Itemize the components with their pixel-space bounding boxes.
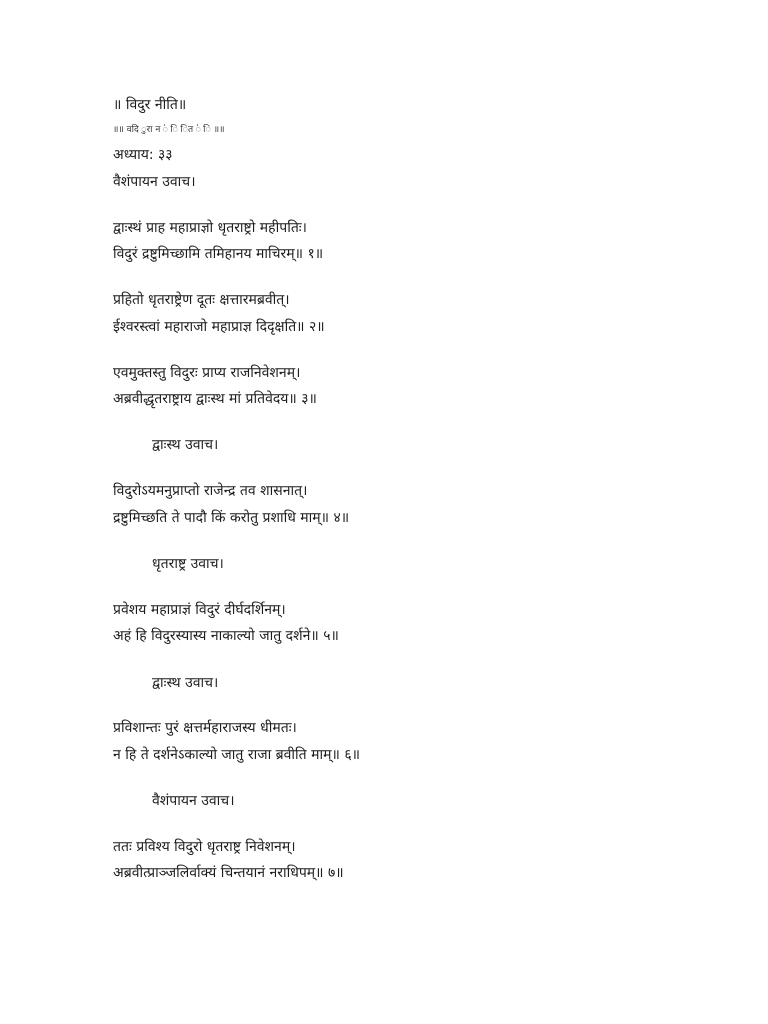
verse-1-line-2: विदुरं द्रष्टुमिच्छामि तमिहानय माचिरम्॥ १॥: [113, 246, 324, 262]
speaker-dhritarashtra: धृतराष्ट्र उवाच।: [152, 556, 224, 572]
verse-4-line-2: द्रष्टुमिच्छति ते पादौ किं करोतु प्रशाधि माम्॥ ४॥: [113, 510, 350, 526]
verse-3-line-2: अब्रवीद्धृतराष्ट्राय द्वाःस्थ मां प्रतिवेदय॥ ३॥: [113, 391, 317, 407]
verse-7-line-2: अब्रवीत्प्राञ्जलिर्वाक्यं चिन्तयानं नराधिपम्॥ ७॥: [113, 865, 344, 881]
verse-2-line-2: ईश्वरस्त्वां महाराजो महाप्राज्ञ दिदृक्षति॥ २॥: [113, 319, 325, 335]
verse-2-line-1: प्रहितो धृतराष्ट्रेण दूतः क्षत्तारमब्रवीत्।: [113, 292, 290, 308]
verse-4-line-1: विदुरोऽयमनुप्राप्तो राजेन्द्र तव शासनात्।: [113, 483, 308, 499]
garbled-subtitle: ॥॥ वदि ुरा न ॑ ि ित ॑ ि ॥॥: [113, 125, 225, 135]
narrator-intro: वैशंपायन उवाच।: [113, 174, 196, 190]
speaker-dvahstha-2: द्वाःस्थ उवाच।: [152, 675, 219, 691]
verse-6-line-1: प्रविशान्तः पुरं क्षत्तर्महाराजस्य धीमतः।: [113, 720, 297, 736]
verse-6-line-2: न हि ते दर्शनेऽकाल्यो जातु राजा ब्रवीति माम्॥ ६॥: [113, 747, 360, 763]
speaker-dvahstha-1: द्वाःस्थ उवाच।: [152, 437, 219, 453]
verse-7-line-1: ततः प्रविश्य विदुरो धृतराष्ट्र निवेशनम्।: [113, 839, 296, 855]
verse-3-line-1: एवमुक्तस्तु विदुरः प्राप्य राजनिवेशनम्।: [113, 365, 301, 381]
chapter-heading: अध्याय: ३३: [113, 147, 173, 163]
verse-5-line-2: अहं हि विदुरस्यास्य नाकाल्यो जातु दर्शने॥ ५॥: [113, 628, 339, 644]
speaker-vaishampayana: वैशंपायन उवाच।: [152, 793, 235, 809]
verse-5-line-1: प्रवेशय महाप्राज्ञं विदुरं दीर्घदर्शिनम्।: [113, 602, 286, 618]
verse-1-line-1: द्वाःस्थं प्राह महाप्राज्ञो धृतराष्ट्रो महीपतिः।: [113, 220, 307, 236]
document-title: ॥ विदुर नीति॥: [113, 97, 187, 113]
